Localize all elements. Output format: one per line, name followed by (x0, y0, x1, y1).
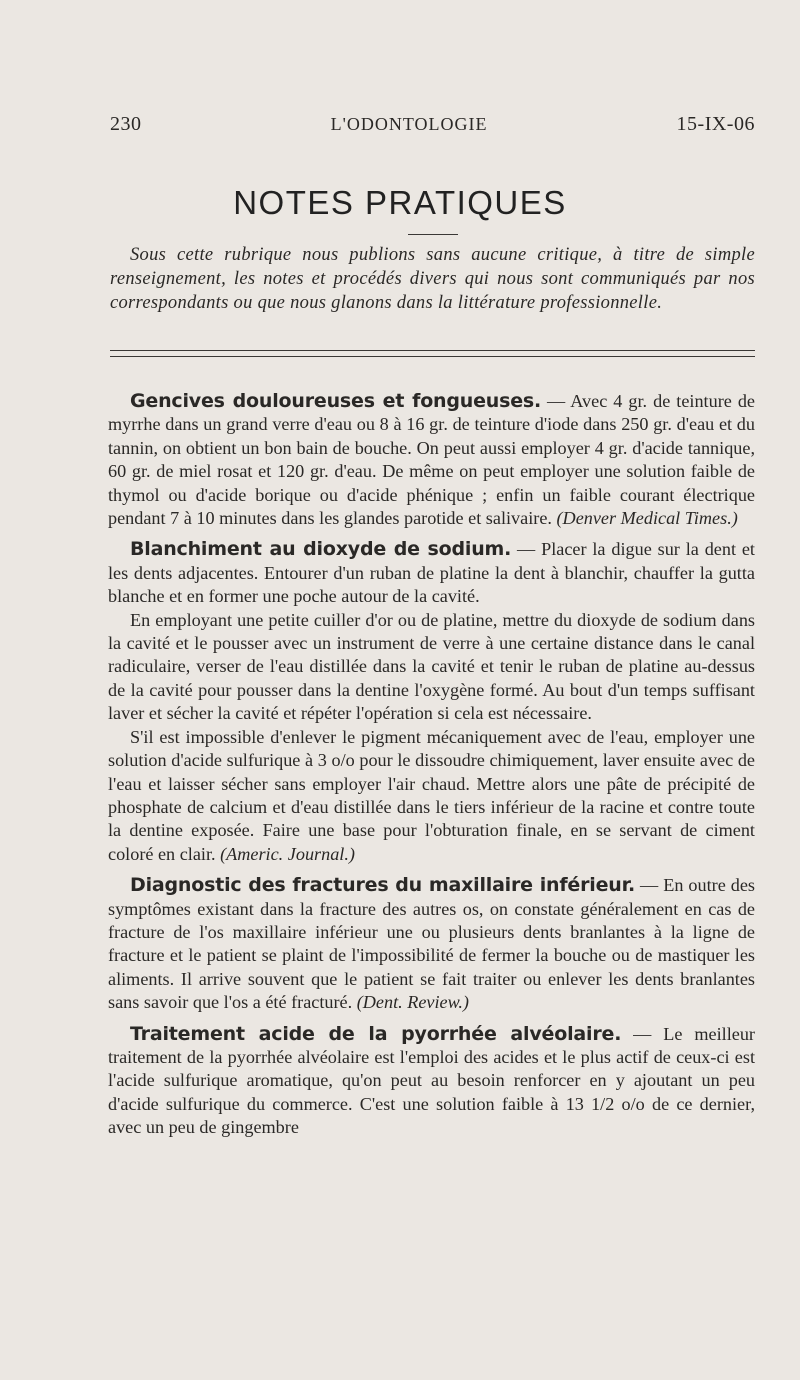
section-text: — Le meilleur traitement de la pyorrhée alvéolaire est l'emploi des acides et le plus actif de ceux-ci est l'acide sulfurique aromatique, qu'on peut au besoin renforcer en y ajoutant un peu d'acide sulfurique du commerce. C'est une solution faible à 13 1/2 o/o de ce dernier, avec un peu de gingembre (108, 1023, 755, 1138)
title-rule (408, 234, 458, 235)
section-divider (110, 350, 755, 357)
section-gencives (108, 390, 755, 530)
section-heading: Blanchiment au dioxyde de sodium. (130, 538, 512, 561)
section-heading: Diagnostic des fractures du maxillaire inférieur. (130, 874, 636, 897)
section-text: — Avec 4 gr. de teinture de myrrhe dans un grand verre d'eau ou 8 à 16 gr. de teinture d'iode dans 250 gr. d'eau et du tannin, on obtient un bon bain de bouche. On peut aussi employer 4 gr. d'acide tannique, 60 gr. de miel rosat et 120 gr. d'eau. De même on peut employer une solution faible de thymol ou d'acide borique ou d'acide phénique ; enfin un faible courant électrique pendant 7 à 10 minutes dans les glandes parotide et salivaire. (108, 391, 755, 529)
article-body (108, 390, 755, 1148)
section-heading: Traitement acide de la pyorrhée alvéolaire. (130, 1022, 622, 1045)
section-text: — En outre des symptômes existant dans la fracture des autres os, on constate généralement en cas de fracture de l'os maxillaire inférieur une ou plusieurs dents branlantes à la ligne de fracture et le patient se plaint de l'impossibilité de fermer la bouche ou de mastiquer les aliments. Il arrive souvent que le patient se fait traiter ou enlever les dents branlantes sans savoir que l'os a été fracturé. (108, 875, 755, 1013)
section-text: S'il est impossible d'enlever le pigment mécaniquement avec de l'eau, employer une solution d'acide sulfurique à 3 o/o pour le dissoudre chimiquement, laver ensuite avec de l'eau et laisser sécher sans employer l'air chaud. Mettre alors une pâte de précipité de phosphate de calcium et d'eau distillée dans le tiers inférieur de la racine et contre toute la dentine exposée. Faire une base pour l'obturation finale, en se servant de ciment coloré en clair. (108, 726, 755, 864)
section-source: (Americ. Journal.) (220, 843, 355, 864)
section-blanchiment (108, 538, 755, 608)
section-source: (Dent. Review.) (356, 992, 469, 1013)
intro-paragraph: Sous cette rubrique nous publions sans aucune critique, à titre de simple renseignement, les notes et procédés divers qui nous sont communiqués par nos correspondants ou que nous glanons dans la littérature professionnelle. (110, 245, 755, 313)
page-number: 230 (110, 113, 142, 135)
section-text: — Placer la digue sur la dent et les dents adjacentes. Entourer d'un ruban de platine la dent à blanchir, chauffer la gutta blanche et en former une poche autour de la cavité. (108, 539, 755, 607)
section-source: (Denver Medical Times.) (556, 508, 738, 529)
section-blanchiment-para2: En employant une petite cuiller d'or ou de platine, mettre du dioxyde de sodium dans la cavité et le pousser avec un instrument de verre à une certaine distance dans le canal radiculaire, verser de l'eau distillée dans la cavité et tenir le ruban de platine au-dessus de la cavité pour pousser dans la dentine l'oxygène formé. Au bout d'un temps suffisant laver et sécher la cavité et répéter l'opération si cela est nécessaire. (108, 609, 755, 724)
issue-date: 15-IX-06 (676, 113, 755, 135)
section-blanchiment-para3 (108, 726, 755, 866)
section-heading: Gencives douloureuses et fongueuses. (130, 390, 542, 412)
section-traitement (108, 1023, 755, 1140)
page-title: NOTES PRATIQUES (233, 184, 567, 221)
section-diagnostic (108, 874, 755, 1014)
journal-title: L'ODONTOLOGIE (330, 114, 488, 134)
running-header (110, 113, 755, 136)
